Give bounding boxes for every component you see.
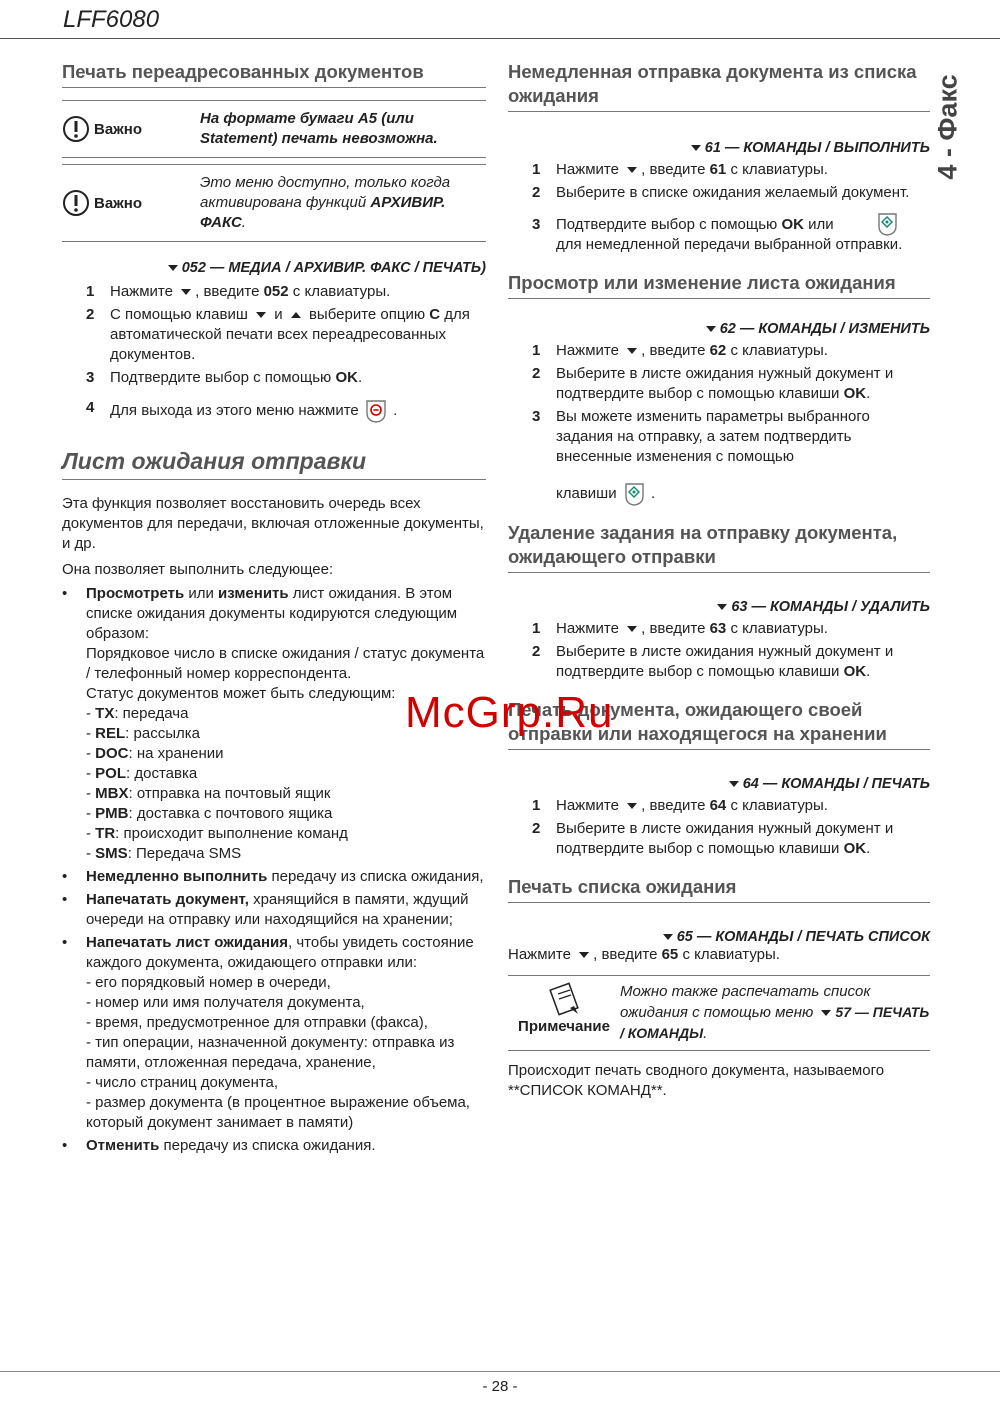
down-arrow-icon xyxy=(691,145,701,151)
status-item: - PMB: доставка с почтового ящика xyxy=(86,805,333,822)
menu-path-64: 64 — КОМАНДЫ / ПЕЧАТЬ xyxy=(508,776,930,792)
step-3: 3 Подтвердите выбор с помощью OK. xyxy=(86,369,363,386)
important-box-2 xyxy=(62,164,486,242)
down-arrow-icon xyxy=(717,604,727,610)
down-arrow-icon xyxy=(627,803,637,809)
section-title-print-document: Печать документа, ожидающего своей отправки или находящегося на хранении xyxy=(508,698,930,750)
print-list-details xyxy=(86,973,486,1133)
warning-icon xyxy=(62,189,90,217)
list-item: - номер или имя получателя документа, xyxy=(86,994,365,1011)
list-item: • Немедленно выполнить передачу из списка ожидания, xyxy=(62,868,484,885)
menu-path-61: 61 — КОМАНДЫ / ВЫПОЛНИТЬ xyxy=(508,140,930,156)
status-item: - TX: передача xyxy=(86,705,189,722)
intro-text-2: Она позволяет выполнить следующее: xyxy=(62,561,334,578)
important-text-2: Это меню доступно, только когда активирована функций АРХИВИР. ФАКС. xyxy=(200,174,451,231)
start-button-icon xyxy=(621,481,647,507)
down-arrow-icon xyxy=(729,781,739,787)
menu-path-63: 63 — КОМАНДЫ / УДАЛИТЬ xyxy=(508,599,930,615)
header-divider xyxy=(0,38,1000,39)
list-item: - время, предусмотренное для отправки (факса), xyxy=(86,1014,428,1031)
right-column xyxy=(508,60,930,1101)
note-box xyxy=(508,975,930,1051)
side-tab xyxy=(928,62,968,192)
note-icon xyxy=(508,982,620,1018)
status-item: - DOC: на хранении xyxy=(86,745,224,762)
step-2: 2 Выберите в листе ожидания нужный документ и подтвердите выбор с помощью клавиши OK. xyxy=(532,820,894,857)
section-title-view-edit: Просмотр или изменение листа ожидания xyxy=(508,271,930,299)
note-text: Можно также распечатать список ожидания с помощью меню 57 — ПЕЧАТЬ / КОМАНДЫ. xyxy=(620,983,930,1042)
left-column xyxy=(62,60,486,1156)
step-2: 2 Выберите в листе ожидания нужный документ и подтвердите выбор с помощью клавиши OK. xyxy=(532,643,894,680)
page-number: - 28 - xyxy=(482,1378,518,1395)
important-text-1: На формате бумаги A5 (или Statement) печать невозможна. xyxy=(200,110,438,147)
list-item: • Отменить передачу из списка ожидания. xyxy=(62,1137,376,1154)
status-item: - SMS: Передача SMS xyxy=(86,845,242,862)
menu-path-052: 052 — МЕДИА / АРХИВИР. ФАКС / ПЕЧАТЬ) xyxy=(62,260,486,276)
section-title-delete: Удаление задания на отправку документа, ожидающего отправки xyxy=(508,521,930,573)
side-tab-label: 4 - Факс xyxy=(932,74,963,180)
note-label: Примечание xyxy=(508,982,620,1035)
intro-text: Эта функция позволяет восстановить очередь всех документов для передачи, включая отложенные документы, и др. xyxy=(62,495,484,552)
start-button-icon xyxy=(874,211,900,237)
status-item: - MBX: отправка на почтовый ящик xyxy=(86,785,331,802)
list-item: • Напечатать документ, хранящийся в памяти, ждущий очереди на отправку или находящийся на хранении; xyxy=(62,891,469,928)
section-title-print-forwarded: Печать переадресованных документов xyxy=(62,60,486,88)
menu-path-65: 65 — КОМАНДЫ / ПЕЧАТЬ СПИСОК xyxy=(508,929,930,945)
status-item: - POL: доставка xyxy=(86,765,198,782)
list-item: - размер документа (в процентное выражение объема, который документ занимает в памяти) xyxy=(86,1094,470,1131)
section-title-print-list: Печать списка ожидания xyxy=(508,875,930,903)
final-text: Происходит печать сводного документа, называемого **СПИСОК КОМАНД**. xyxy=(508,1062,885,1099)
down-arrow-icon xyxy=(579,952,589,958)
step-2: 2 С помощью клавиш и выберите опцию C для автоматической печати всех переадресованных документов. xyxy=(86,306,470,363)
down-arrow-icon xyxy=(168,265,178,271)
header-model: LFF6080 xyxy=(63,6,160,33)
step-4: 4 Для выхода из этого меню нажмите . xyxy=(62,398,486,424)
list-item: • Просмотреть или изменить лист ожидания. В этом списке ожидания документы кодируются следующим образом: Порядковое число в списке ожидания / статус документа / телефонный номер корреспондента. Статус документов может быть следующим: - TX: передача - REL: рассылка - DOC: на хранении - POL: доставка - MBX: отправка на почтовый ящик - PMB: доставка с почтового ящика - TR: происходит выполнение команд - SMS: Передача SMS xyxy=(62,585,485,862)
step-1: 1 Нажмите , введите 64 с клавиатуры. xyxy=(532,797,828,814)
down-arrow-icon xyxy=(627,167,637,173)
step-1: 1 Нажмите , введите 61 с клавиатуры. xyxy=(532,161,828,178)
list-item: - тип операции, назначенной документу: отправка из памяти, отложенная передача, хранение, xyxy=(86,1034,455,1071)
section-title-waiting-list: Лист ожидания отправки xyxy=(62,448,486,480)
step-3: 3 Вы можете изменить параметры выбранного задания на отправку, а затем подтвердить внесенные изменения с помощью клавиши . xyxy=(508,407,930,507)
status-item: - TR: происходит выполнение команд xyxy=(86,825,348,842)
down-arrow-icon xyxy=(181,289,191,295)
down-arrow-icon xyxy=(256,312,266,318)
down-arrow-icon xyxy=(821,1010,831,1016)
section-title-immediate-send: Немедленная отправка документа из списка ожидания xyxy=(508,60,930,112)
print-list-instruction: Нажмите , введите 65 с клавиатуры. xyxy=(508,946,780,963)
important-label: Важно xyxy=(62,115,200,143)
step-1: 1 Нажмите , введите 63 с клавиатуры. xyxy=(532,620,828,637)
list-item: - его порядковый номер в очереди, xyxy=(86,974,331,991)
down-arrow-icon xyxy=(627,626,637,632)
down-arrow-icon xyxy=(663,934,673,940)
step-3: 3 Подтвердите выбор с помощью OK или для немедленной передачи выбранной отправки. xyxy=(508,215,930,255)
step-1: 1 Нажмите , введите 052 с клавиатуры. xyxy=(86,283,391,300)
status-item: - REL: рассылка xyxy=(86,725,200,742)
list-item: - число страниц документа, xyxy=(86,1074,279,1091)
warning-icon xyxy=(62,115,90,143)
important-label: Важно xyxy=(62,189,200,217)
stop-button-icon xyxy=(363,398,389,424)
footer-divider xyxy=(0,1371,1000,1372)
menu-path-62: 62 — КОМАНДЫ / ИЗМЕНИТЬ xyxy=(508,321,930,337)
watermark: McGrp.Ru xyxy=(405,688,614,737)
step-1: 1 Нажмите , введите 62 с клавиатуры. xyxy=(532,342,828,359)
step-2: 2 Выберите в листе ожидания нужный документ и подтвердите выбор с помощью клавиши OK. xyxy=(532,365,894,402)
up-arrow-icon xyxy=(291,312,301,318)
down-arrow-icon xyxy=(627,348,637,354)
down-arrow-icon xyxy=(706,326,716,332)
step-2: 2 Выберите в списке ожидания желаемый документ. xyxy=(532,184,910,201)
list-item: • Напечатать лист ожидания, чтобы увидеть состояние каждого документа, ожидающего отправки или: - его порядковый номер в очереди, - номер или имя получателя документа, - время, предусмотренное для отправки (факса), - тип операции, назначенной документу: отправка из памяти, отложенная передача, хранение, - число страниц документа, - размер документа (в процентное выражение объема, который документ занимает в памяти) xyxy=(62,933,486,1133)
important-box-1 xyxy=(62,100,486,158)
